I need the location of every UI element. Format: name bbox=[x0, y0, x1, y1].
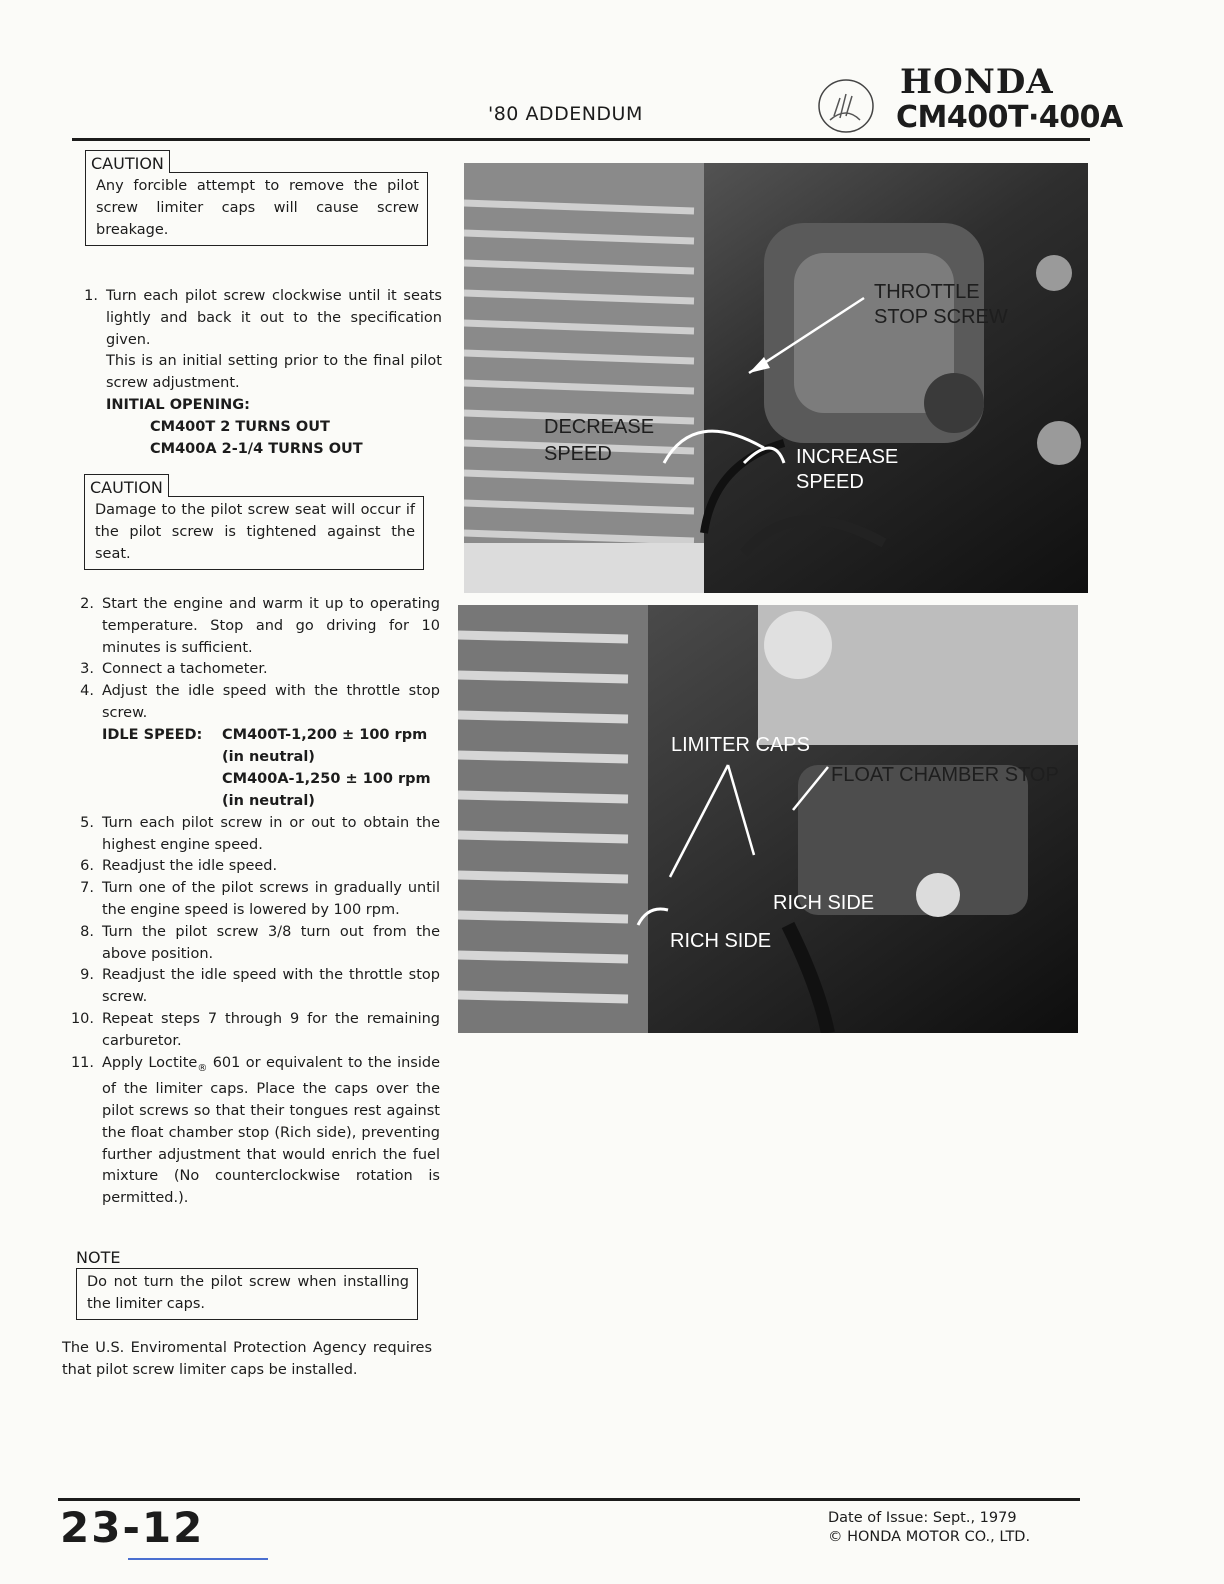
epa-paragraph: The U.S. Enviromental Protection Agency requires that pilot screw limiter caps be installed. bbox=[62, 1340, 432, 1378]
footer-rule bbox=[58, 1498, 1080, 1501]
label-rich-side-1: RICH SIDE bbox=[773, 892, 875, 914]
carburetor-photo-1 bbox=[464, 163, 1088, 593]
label-increase-1: INCREASE bbox=[796, 446, 899, 468]
note-block bbox=[76, 1248, 418, 1320]
list-item: 8. Turn the pilot screw 3/8 turn out from the above position. bbox=[80, 923, 440, 962]
list-item: 9. Readjust the idle speed with the throttle stop screw. bbox=[80, 967, 440, 1006]
caution-block-1 bbox=[85, 150, 428, 246]
label-throttle-1: THROTTLE bbox=[874, 281, 980, 303]
issue-date: Date of Issue: Sept., 1979 bbox=[828, 1510, 1017, 1526]
honda-wing-logo bbox=[816, 76, 896, 134]
list-item: 11. Apply Loctite$_®$ 601 or equivalent to the inside of the limiter caps. Place the caps over the pilot screws so that their tongues rest against the float chamber stop (Rich side), preventing further adjustment that would enrich the fuel mixture (No counterclockwise rotation is permitted.). bbox=[70, 1054, 440, 1207]
note-label: NOTE bbox=[76, 1248, 121, 1267]
caution-text: Damage to the pilot screw seat will occur if the pilot screw is tightened against the seat. bbox=[84, 496, 424, 570]
copyright: © HONDA MOTOR CO., LTD. bbox=[828, 1529, 1031, 1545]
section-title: '80 ADDENDUM bbox=[488, 103, 643, 125]
list-item: 10. Repeat steps 7 through 9 for the remaining carburetor. bbox=[70, 1010, 440, 1049]
label-rich-side-2: RICH SIDE bbox=[670, 930, 772, 952]
list-item: 7. Turn one of the pilot screws in gradually until the engine speed is lowered by 100 rpm. bbox=[80, 880, 440, 918]
brand-name: HONDA bbox=[900, 62, 1054, 102]
model-name: CM400T·400A bbox=[896, 100, 1123, 135]
spec-line: CM400A 2-1/4 TURNS OUT bbox=[150, 440, 363, 457]
link-underline bbox=[128, 1558, 268, 1560]
issue-info bbox=[828, 1509, 1030, 1547]
steps-list bbox=[70, 594, 440, 1210]
caution-block-2 bbox=[84, 474, 424, 570]
label-limiter-caps: LIMITER CAPS bbox=[671, 734, 810, 756]
step-text-2: This is an initial setting prior to the final pilot screw adjustment. bbox=[106, 353, 442, 392]
step-1 bbox=[74, 286, 442, 460]
step-text: Turn each pilot screw clockwise until it seats lightly and back it out to the specification given. bbox=[106, 288, 442, 348]
idle-speed-spec: IDLE SPEED: CM400T-1,200 ± 100 rpm (in neutral) CM400A-1,250 ± 100 rpm (in neutral) bbox=[102, 726, 431, 809]
header-rule bbox=[72, 138, 1090, 141]
list-item: 6. Readjust the idle speed. bbox=[80, 858, 278, 875]
label-decrease-2: SPEED bbox=[544, 443, 612, 465]
spec-title: INITIAL OPENING: bbox=[106, 396, 250, 413]
caution-label: CAUTION bbox=[85, 150, 170, 173]
label-throttle-2: STOP SCREW bbox=[874, 306, 1008, 328]
list-item: 5. Turn each pilot screw in or out to obtain the highest engine speed. bbox=[80, 814, 440, 853]
list-item: 4. Adjust the idle speed with the throttle stop screw. IDLE SPEED: CM400T-1,200 ± 100 rpm (in neutral) CM400A-1,250 ± 100 rpm (in neutral) bbox=[70, 681, 440, 813]
spec-line: CM400T 2 TURNS OUT bbox=[150, 418, 330, 435]
note-text: Do not turn the pilot screw when installing the limiter caps. bbox=[76, 1268, 418, 1320]
label-float-chamber-stop: FLOAT CHAMBER STOP bbox=[831, 764, 1059, 786]
list-item: 2. Start the engine and warm it up to operating temperature. Stop and go driving for 10 minutes is sufficient. bbox=[80, 596, 440, 656]
label-increase-2: SPEED bbox=[796, 471, 864, 493]
label-decrease-1: DECREASE bbox=[544, 416, 655, 438]
caution-label: CAUTION bbox=[84, 474, 169, 497]
step-number: 1. bbox=[84, 288, 98, 304]
caution-text: Any forcible attempt to remove the pilot screw limiter caps will cause screw breakage. bbox=[85, 172, 428, 246]
page-number: 23-12 bbox=[60, 1503, 205, 1552]
carburetor-photo-2 bbox=[458, 605, 1078, 1033]
list-item: 3. Connect a tachometer. bbox=[80, 661, 268, 678]
